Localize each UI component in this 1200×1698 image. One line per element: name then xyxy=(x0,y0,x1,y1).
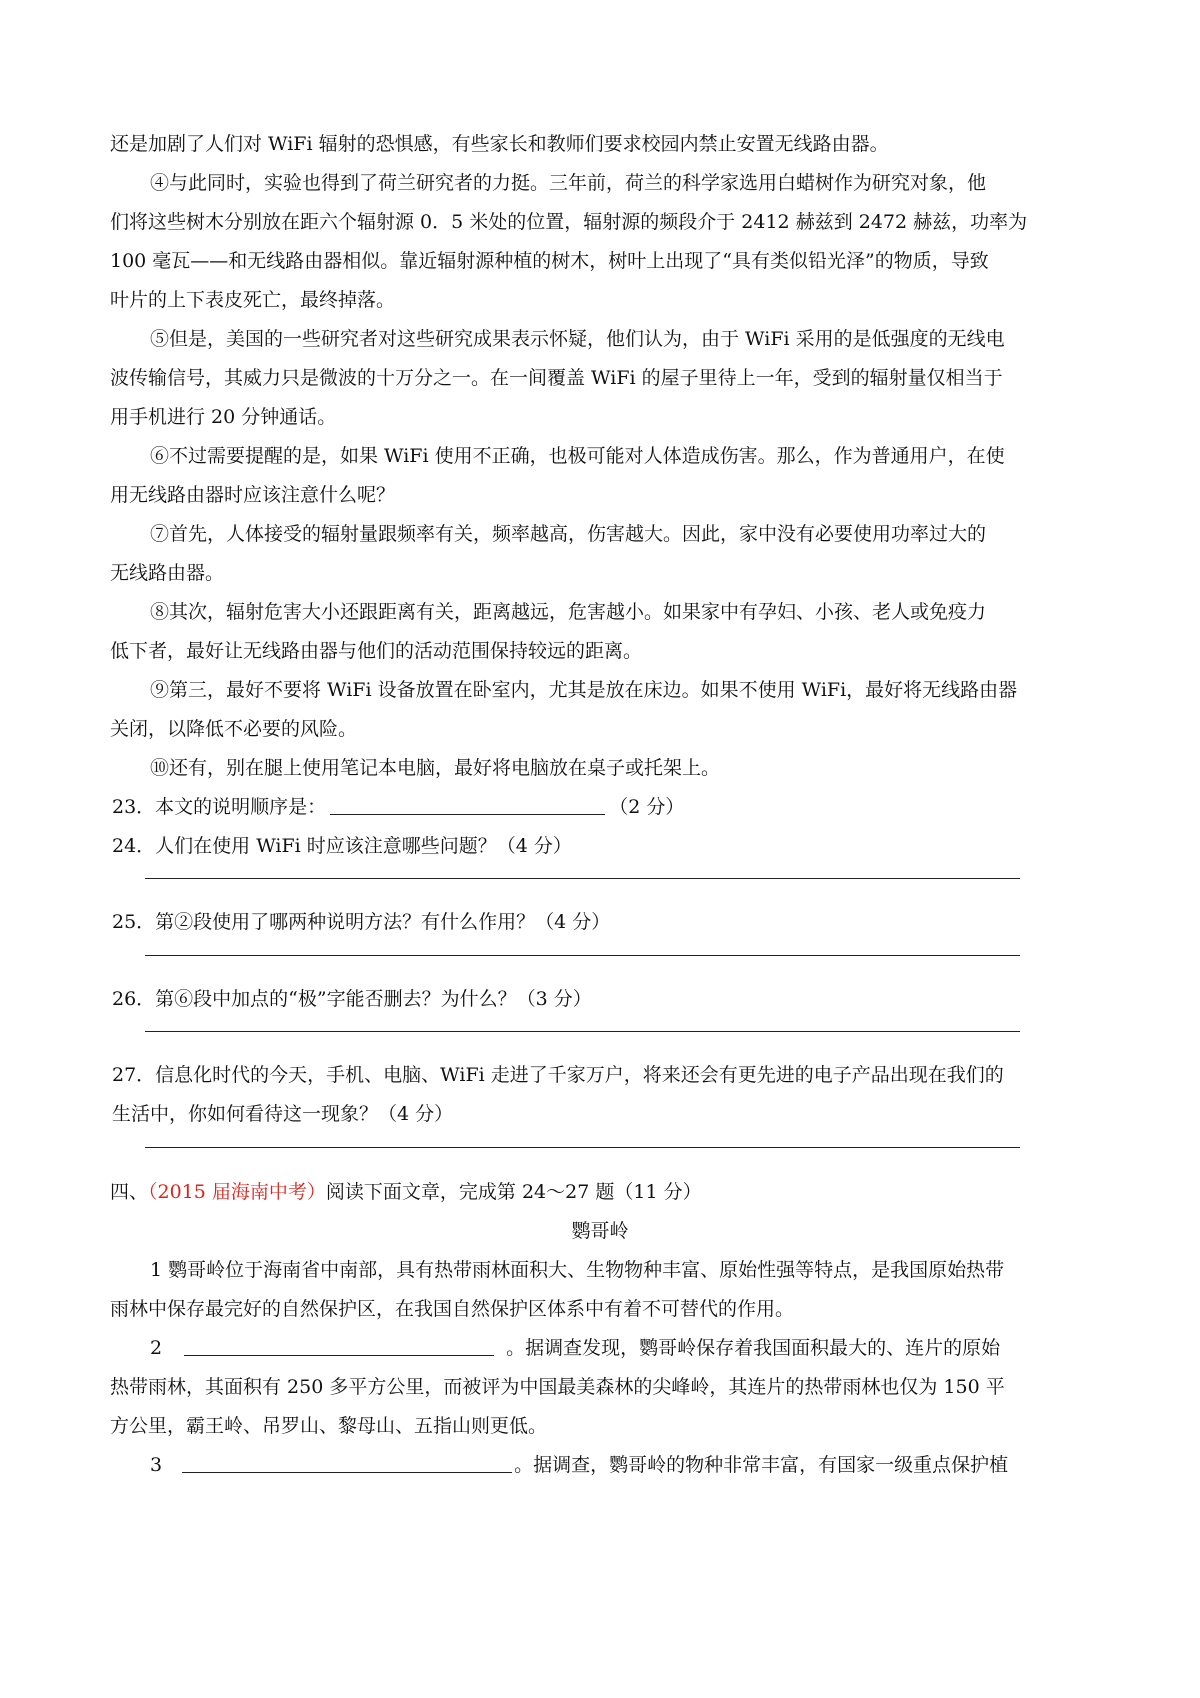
section-number: 四、 xyxy=(110,1181,149,1203)
line-text: 。据调查，鹦哥岭的物种非常丰富，有国家一级重点保护植 xyxy=(514,1454,1009,1476)
paragraph-line: 用无线路由器时应该注意什么呢？ xyxy=(110,484,396,506)
article-section-3 xyxy=(150,1453,1100,1477)
question-25: 25．第②段使用了哪两种说明方法？有什么作用？（4 分） xyxy=(112,911,611,933)
paragraph-line: ④与此同时，实验也得到了荷兰研究者的力挺。三年前，荷兰的科学家选用白蜡树作为研究对象，他 xyxy=(150,172,987,194)
paragraph-line: 们将这些树木分别放在距六个辐射源 0．5 米处的位置，辐射源的频段介于 2412 赫兹到 2472 赫兹，功率为 xyxy=(110,211,1028,233)
paragraph-line: ⑥不过需要提醒的是，如果 WiFi 使用不正确，也极可能对人体造成伤害。那么，作为普通用户，在使 xyxy=(150,445,1005,467)
paragraph-line: 方公里，霸王岭、吊罗山、黎母山、五指山则更低。 xyxy=(110,1415,548,1437)
paragraph-line: 雨林中保存最完好的自然保护区，在我国自然保护区体系中有着不可替代的作用。 xyxy=(110,1298,795,1320)
question-score: （2 分） xyxy=(609,796,685,818)
answer-line-24[interactable] xyxy=(145,878,1020,879)
paragraph-line: ⑦首先，人体接受的辐射量跟频率有关，频率越高，伤害越大。因此，家中没有必要使用功率过大的 xyxy=(150,523,987,545)
paragraph-10: ⑩还有，别在腿上使用笔记本电脑，最好将电脑放在桌子或托架上。 xyxy=(150,757,721,779)
answer-blank[interactable] xyxy=(330,796,605,815)
question-26: 26．第⑥段中加点的“极”字能否删去？为什么？（3 分） xyxy=(112,988,592,1010)
question-text: 23．本文的说明顺序是： xyxy=(112,796,327,818)
question-24: 24．人们在使用 WiFi 时应该注意哪些问题？（4 分） xyxy=(112,835,572,857)
section-instruction: 阅读下面文章，完成第 24～27 题（11 分） xyxy=(325,1181,702,1203)
question-line: 27．信息化时代的今天，手机、电脑、WiFi 走进了千家万户，将来还会有更先进的电子产品出现在我们的 xyxy=(112,1064,1004,1086)
paragraph-line: ⑧其次，辐射危害大小还跟距离有关，距离越远，危害越小。如果家中有孕妇、小孩、老人或免疫力 xyxy=(150,601,987,623)
fill-blank[interactable] xyxy=(182,1454,512,1473)
paragraph-line: 1 鹦哥岭位于海南省中南部，具有热带雨林面积大、生物物种丰富、原始性强等特点，是我国原始热带 xyxy=(150,1259,1005,1281)
paragraph-line: 100 毫瓦——和无线路由器相似。靠近辐射源种植的树木，树叶上出现了“具有类似铅光泽”的物质，导致 xyxy=(110,250,989,272)
paragraph-line: 波传输信号，其威力只是微波的十万分之一。在一间覆盖 WiFi 的屋子里待上一年，受到的辐射量仅相当于 xyxy=(110,367,1003,389)
section-source: （2015 届海南中考） xyxy=(148,1181,326,1203)
paragraph-line: 低下者，最好让无线路由器与他们的活动范围保持较远的距离。 xyxy=(110,640,643,662)
answer-line-25[interactable] xyxy=(145,955,1020,956)
paragraph-line: ⑤但是，美国的一些研究者对这些研究成果表示怀疑，他们认为，由于 WiFi 采用的是低强度的无线电 xyxy=(150,328,1005,350)
fill-blank[interactable] xyxy=(184,1337,494,1356)
paragraph-line: 无线路由器。 xyxy=(110,562,225,584)
paragraph-line: 叶片的上下表皮死亡，最终掉落。 xyxy=(110,289,396,311)
paragraph-line: 用手机进行 20 分钟通话。 xyxy=(110,406,337,428)
answer-line-27[interactable] xyxy=(145,1147,1020,1148)
passage-line: 还是加剧了人们对 WiFi 辐射的恐惧感，有些家长和教师们要求校园内禁止安置无线路由器。 xyxy=(110,133,889,155)
paragraph-line: 关闭，以降低不必要的风险。 xyxy=(110,718,358,740)
paragraph-line: ⑨第三，最好不要将 WiFi 设备放置在卧室内，尤其是放在床边。如果不使用 WiFi，最好将无线路由器 xyxy=(150,679,1018,701)
answer-line-26[interactable] xyxy=(145,1031,1020,1032)
question-line: 生活中，你如何看待这一现象？（4 分） xyxy=(112,1103,454,1125)
paragraph-line: 热带雨林，其面积有 250 多平方公里，而被评为中国最美森林的尖峰岭，其连片的热带雨林也仅为 150 平 xyxy=(110,1376,1005,1398)
line-text: 。据调查发现，鹦哥岭保存着我国面积最大的、连片的原始 xyxy=(506,1337,1001,1359)
paragraph-line xyxy=(150,1336,1100,1360)
section-num: 3 xyxy=(150,1454,163,1476)
section-num: 2 xyxy=(150,1337,163,1359)
article-title: 鹦哥岭 xyxy=(571,1220,629,1242)
question-23 xyxy=(112,795,1102,819)
section-4-heading xyxy=(110,1180,1100,1204)
